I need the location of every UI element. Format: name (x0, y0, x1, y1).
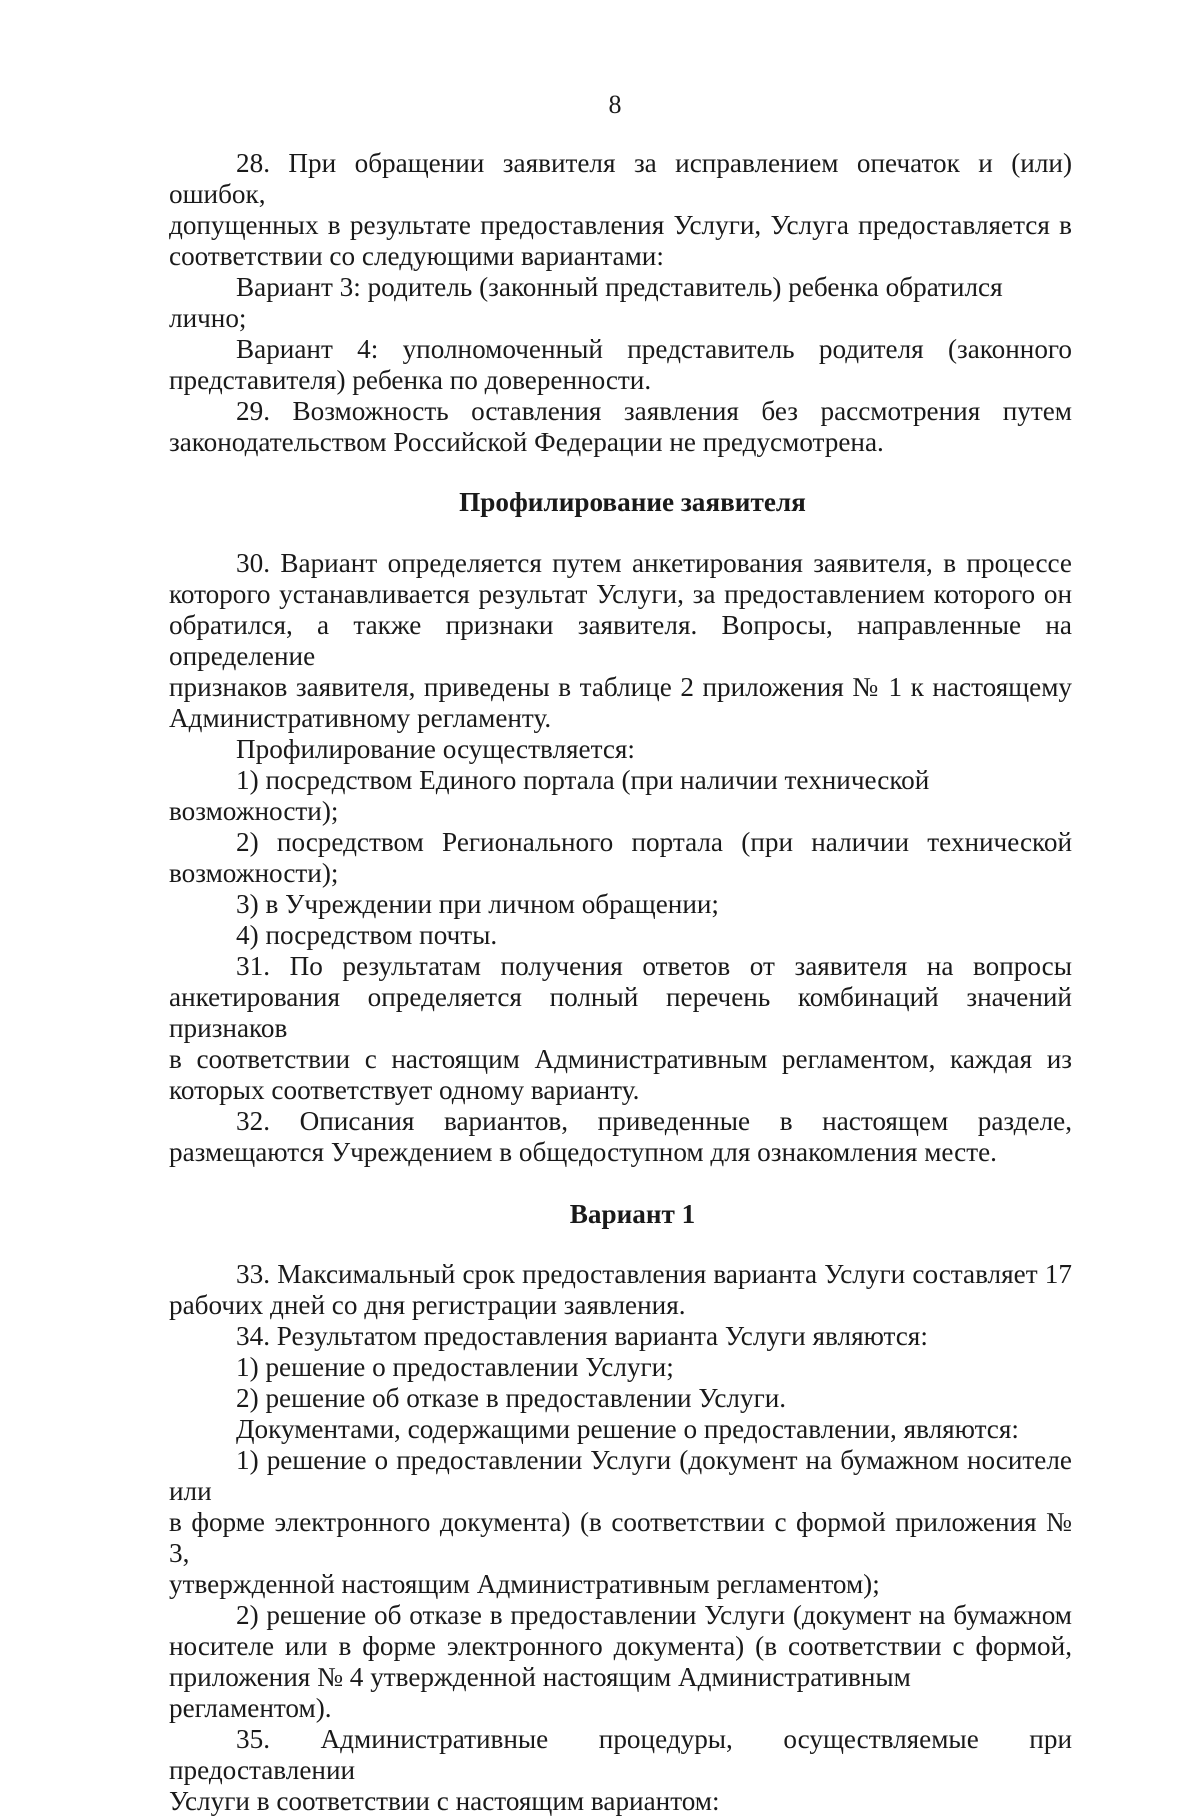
paragraph-33-line-1: 33. Максимальный срок предоставления варианта Услуги составляет 17 (236, 1259, 1072, 1289)
paragraph-28-line-2: допущенных в результате предоставления Услуги, Услуга предоставляется в (169, 210, 1072, 240)
paragraph-31-line-1: 31. По результатам получения ответов от заявителя на вопросы (236, 951, 1072, 981)
result-item-2: 2) решение об отказе в предоставлении Услуги. (236, 1383, 787, 1413)
document-item-1-line-1: 1) решение о предоставлении Услуги (документ на бумажном носителе или (169, 1445, 1072, 1506)
document-item-1-line-3: утвержденной настоящим Административным регламентом); (169, 1569, 880, 1599)
paragraph-30-line-1: 30. Вариант определяется путем анкетирования заявителя, в процессе (236, 548, 1072, 578)
variant-3-line: Вариант 3: родитель (законный представитель) ребенка обратился лично; (169, 272, 1003, 333)
profiling-intro: Профилирование осуществляется: (236, 734, 635, 764)
paragraph-30-line-5: Административному регламенту. (169, 703, 552, 733)
paragraph-33-line-2: рабочих дней со дня регистрации заявления. (169, 1290, 686, 1320)
paragraph-35-line-2: Услуги в соответствии с настоящим вариантом: (169, 1786, 720, 1816)
page-number: 8 (608, 90, 622, 119)
paragraph-30-line-3: обратился, а также признаки заявителя. Вопросы, направленные на определение (169, 610, 1072, 671)
paragraph-31-line-2: анкетирования определяется полный перечень комбинаций значений признаков (169, 982, 1072, 1043)
section-heading-profiling: Профилирование заявителя (459, 487, 806, 517)
document-item-2-line-3: приложения № 4 утвержденной настоящим Административным регламентом). (169, 1662, 911, 1723)
paragraph-34: 34. Результатом предоставления варианта Услуги являются: (236, 1321, 928, 1351)
paragraph-28-line-1: 28. При обращении заявителя за исправлением опечаток и (или) ошибок, (169, 148, 1072, 209)
paragraph-29-line-2: законодательством Российской Федерации не предусмотрена. (169, 427, 884, 457)
paragraph-31-line-3: в соответствии с настоящим Административным регламентом, каждая из (169, 1044, 1072, 1074)
paragraph-35-line-1: 35. Административные процедуры, осуществляемые при предоставлении (169, 1724, 1072, 1785)
document-item-2-line-1: 2) решение об отказе в предоставлении Услуги (документ на бумажном (236, 1600, 1072, 1630)
profiling-item-1: 1) посредством Единого портала (при наличии технической возможности); (169, 765, 930, 826)
paragraph-29-line-1: 29. Возможность оставления заявления без рассмотрения путем (236, 396, 1072, 426)
result-item-1: 1) решение о предоставлении Услуги; (236, 1352, 674, 1382)
paragraph-30-line-2: которого устанавливается результат Услуги, за предоставлением которого он (169, 579, 1072, 609)
paragraph-28-line-3: соответствии со следующими вариантами: (169, 241, 664, 271)
paragraph-32-line-2: размещаются Учреждением в общедоступном для ознакомления месте. (169, 1137, 997, 1167)
document-item-2-line-2: носителе или в форме электронного документа) (в соответствии с формой, (169, 1631, 1072, 1661)
documents-intro: Документами, содержащими решение о предоставлении, являются: (236, 1414, 1019, 1444)
document-item-1-line-2: в форме электронного документа) (в соответствии с формой приложения № 3, (169, 1507, 1072, 1568)
profiling-item-2-line-2: возможности); (169, 858, 339, 888)
variant-4-line-1: Вариант 4: уполномоченный представитель родителя (законного (236, 334, 1072, 364)
paragraph-30-line-4: признаков заявителя, приведены в таблице 2 приложения № 1 к настоящему (169, 672, 1072, 702)
document-body (169, 148, 1072, 1817)
paragraph-31-line-4: которых соответствует одному варианту. (169, 1075, 640, 1105)
profiling-item-2-line-1: 2) посредством Регионального портала (при наличии технической (236, 827, 1072, 857)
profiling-item-3: 3) в Учреждении при личном обращении; (236, 889, 719, 919)
profiling-item-4: 4) посредством почты. (236, 920, 498, 950)
paragraph-32-line-1: 32. Описания вариантов, приведенные в настоящем разделе, (236, 1106, 1072, 1136)
variant-4-line-2: представителя) ребенка по доверенности. (169, 365, 652, 395)
section-heading-variant-1: Вариант 1 (569, 1199, 696, 1229)
